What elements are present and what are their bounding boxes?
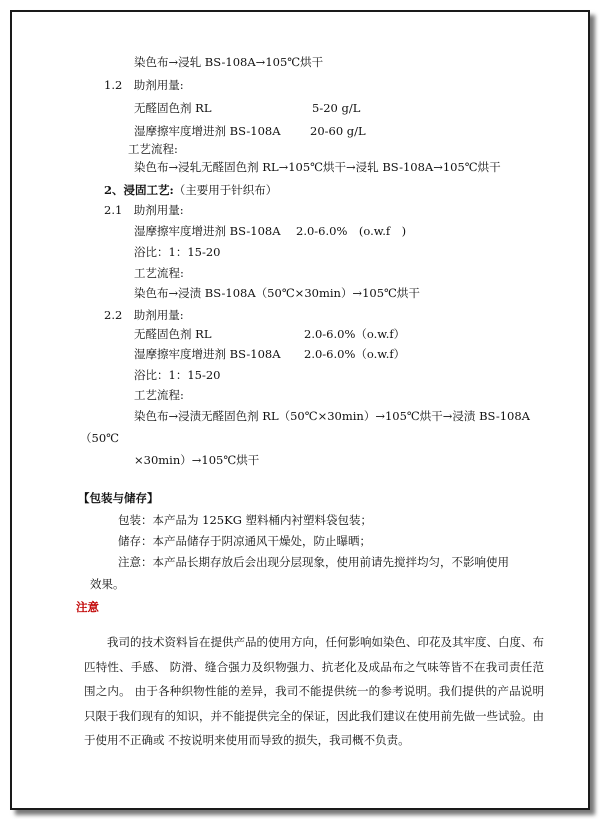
process-line-top: 染色布→浸轧 BS-108A→105℃烘干 [134,55,324,69]
process-flow-3-end: ×30min）→105℃烘干 [134,453,260,467]
auxiliary-bs108a-dosage-3: 2.0-6.0%（o.w.f） [304,347,406,361]
auxiliary-rl-dosage-2: 2.0-6.0%（o.w.f） [304,327,406,341]
process-flow-3: 染色布→浸渍无醛固色剂 RL（50℃×30min）→105℃烘干→浸渍 BS-108A [134,409,530,423]
flow-label-1: 工艺流程: [128,142,178,156]
note-line-cont: 效果。 [90,577,125,591]
disclaimer-title: 注意 [76,600,99,614]
section-2-note: （主要用于针织布） [173,183,278,197]
process-flow-1: 染色布→浸轧无醛固色剂 RL→105℃烘干→浸轧 BS-108A→105℃烘干 [134,160,501,174]
auxiliary-rl-name-2: 无醛固色剂 RL [134,327,212,341]
process-flow-2: 染色布→浸渍 BS-108A（50℃×30min）→105℃烘干 [134,286,420,300]
auxiliary-bs108a-name-2: 湿摩擦牢度增进剂 BS-108A [134,224,281,238]
flow-label-2: 工艺流程: [134,266,184,280]
auxiliary-bs108a-name: 湿摩擦牢度增进剂 BS-108A [134,124,281,138]
auxiliary-bs108a-name-3: 湿摩擦牢度增进剂 BS-108A [134,347,281,361]
packaging-line: 包装：本产品为 125KG 塑料桶内衬塑料袋包装； [118,513,373,527]
flow-label-3: 工艺流程: [134,388,184,402]
bath-ratio-1: 浴比：1：15-20 [134,245,221,259]
auxiliary-rl-dosage: 5-20 g/L [312,101,361,115]
note-line: 注意：本产品长期存放后会出现分层现象，使用前请先搅拌均匀，不影响使用 [118,555,509,569]
section-2-heading [104,183,277,197]
section-2-title: 2、浸固工艺: [104,183,174,197]
process-flow-3-cont: （50℃ [80,431,119,445]
section-2-1-heading: 2.1 助剂用量: [104,203,184,217]
auxiliary-bs108a-dosage-2: 2.0-6.0% (o.w.f ) [296,224,407,238]
storage-line: 储存：本产品储存于阴凉通风干燥处，防止曝晒； [118,534,371,548]
section-2-2-heading: 2.2 助剂用量: [104,308,184,322]
bath-ratio-2: 浴比：1：15-20 [134,368,221,382]
disclaimer-paragraph: 我司的技术资料旨在提供产品的使用方向，任何影响如染色、印花及其牢度、白度、布匹特性、手感、 防滑、缝合强力及织物强力、抗老化及成品布之气味等皆不在我司责任范围之内。 由于各种织物性能的差异，我司不能提供统一的参考说明。我们提供的产品说明只限于我们现有的知识，并不能提供完全的保证，因此我们建议在使用前先做一些试验。由于使用不正确或 不按说明来使用而导致的损失，我司概不负责。 [84,635,544,747]
auxiliary-rl-name: 无醛固色剂 RL [134,101,212,115]
section-1-2-heading: 1.2 助剂用量: [104,78,184,92]
packaging-title: 【包装与储存】 [78,491,159,505]
auxiliary-bs108a-dosage: 20-60 g/L [310,124,366,138]
